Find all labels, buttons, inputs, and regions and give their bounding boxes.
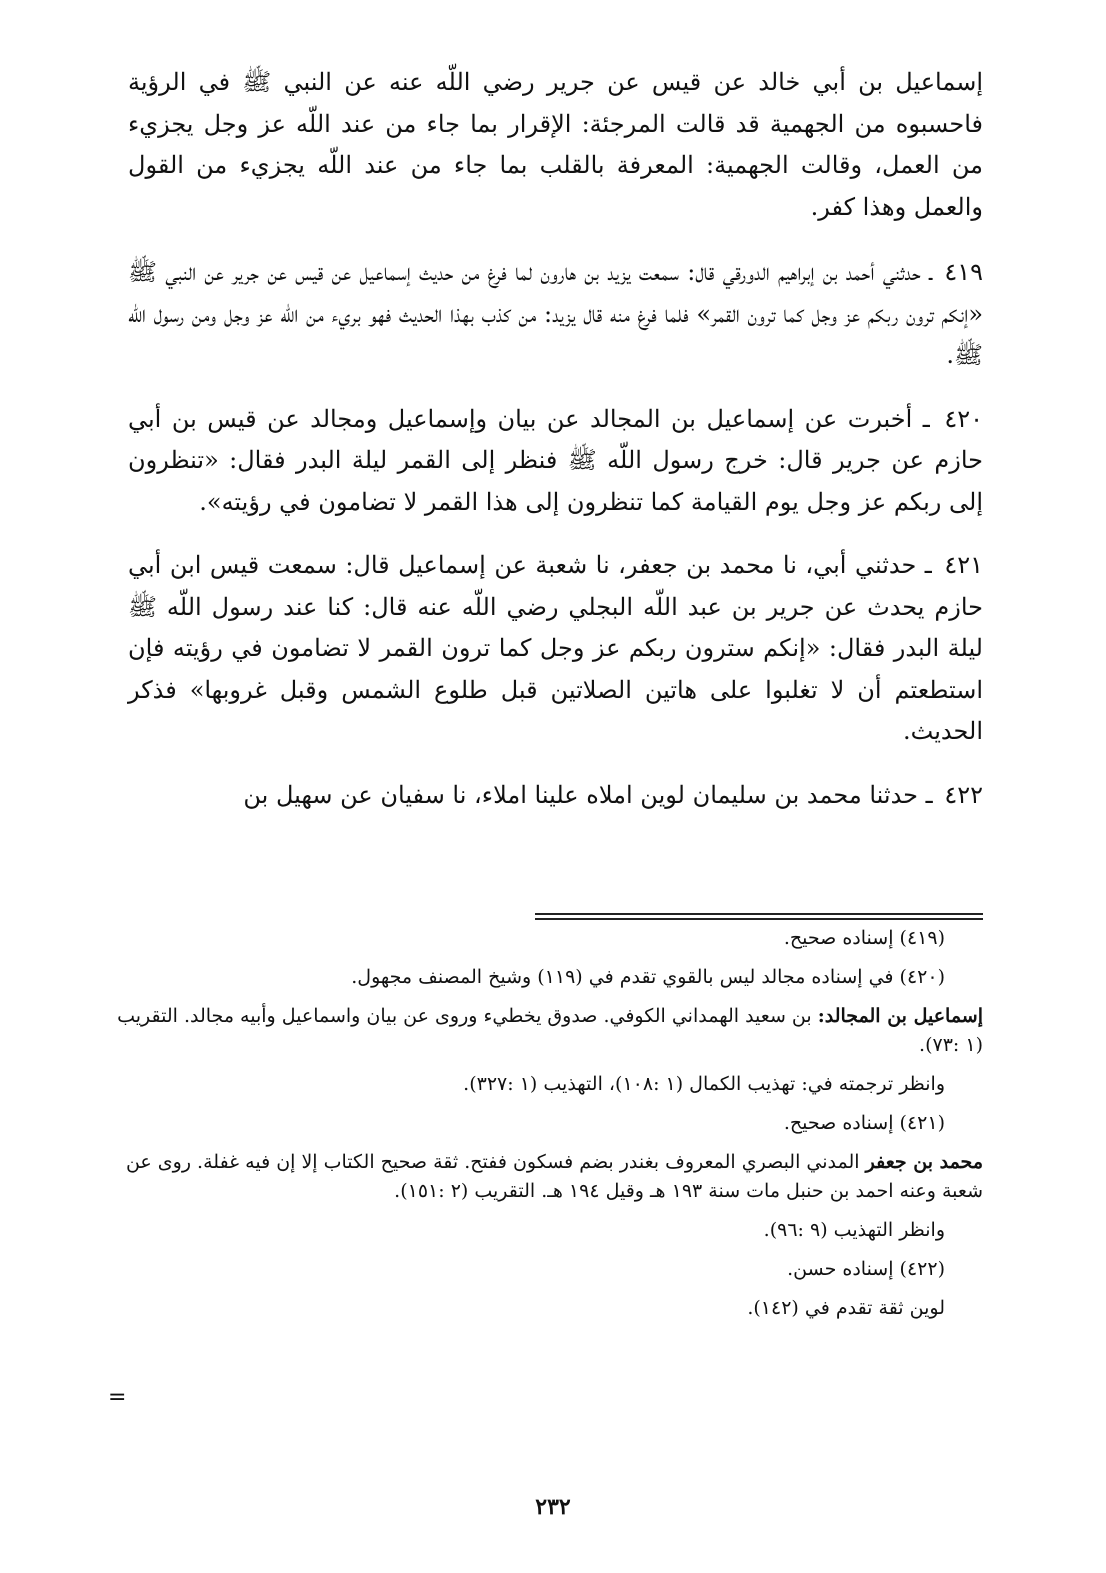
hadith-number: ٤٢١ [944,551,983,579]
footnote-421: (٤٢١) إسناده صحيح. [783,1112,945,1134]
hadith-422 [128,775,983,817]
narrator-bio: المدني البصري المعروف بغندر بضم فسكون ففتح. ثقة صحيح الكتاب إلا إن فيه غفلة. روى عن شعبة وعنه احمد بن حنبل مات سنة ١٩٣ هـ وقيل ١٩٤ هـ. التقريب (٢ :١٥١). [125,1151,983,1202]
hadith-number: ٤٢٠ [944,404,983,433]
hadith-text: ـ أخبرت عن إسماعيل بن المجالد عن بيان وإسماعيل ومجالد عن قيس بن أبي حازم عن جرير قال: خرج رسول اللّه ﷺ فنظر إلى القمر ليلة البدر فقال: «تنظرون إلى ربكم عز وجل يوم القيامة كما تنظرون إلى هذا القمر لا تضامون في رؤيته». [128,404,983,516]
footnotes-section [110,924,983,1333]
narrator-name: إسماعيل بن المجالد: [817,1005,983,1027]
footnote-divider [535,913,983,923]
continuation-mark: = [108,1385,127,1410]
main-text-body [128,62,983,838]
narrator-bio: بن سعيد الهمداني الكوفي. صدوق يخطيء وروى عن بيان واسماعيل وأبيه مجالد. التقريب (١ :٧٣). [117,1005,983,1056]
hadith-text: ـ حدثنا محمد بن سليمان لوين املاه علينا املاء، نا سفيان عن سهيل بن [243,780,933,809]
footnote-419: (٤١٩) إسناده صحيح. [783,927,945,949]
hadith-number: ٤١٩ [944,258,983,286]
hadith-420 [128,399,983,524]
footnote-420: (٤٢٠) في إسناده مجالد ليس بالقوي تقدم في (١١٩) وشيخ المصنف مجهول. [351,966,945,988]
hadith-419 [128,252,983,377]
narrator-name: محمد بن جعفر [865,1151,983,1173]
hadith-421 [128,545,983,753]
footnote-ismail-ref: وانظر ترجمته في: تهذيب الكمال (١ :١٠٨)، التهذيب (١ :٣٢٧). [463,1073,945,1095]
hadith-text: ـ حدثني أحمد بن إبراهيم الدورقي قال: سمعت يزيد بن هارون لما فرغ من حديث إسماعيل عن قيس عن جرير عن النبي ﷺ «إنكم ترون ربكم عز وجل كما ترون القمر» فلما فرغ منه قال يزيد: من كذب بهذا الحديث فهو بريء من اللّه عز وجل ومن رسول اللّه ﷺ. [128,258,983,369]
footnote-muhammad-bio [110,1148,983,1206]
hadith-number: ٤٢٢ [944,780,983,809]
footnote-422: (٤٢٢) إسناده حسن. [787,1258,945,1280]
footnote-muhammad-ref: وانظر التهذيب (٩ :٩٦). [763,1219,945,1241]
hadith-text: ـ حدثني أبي، نا محمد بن جعفر، نا شعبة عن إسماعيل قال: سمعت قيس ابن أبي حازم يحدث عن جرير بن عبد اللّه البجلي رضي اللّه عنه قال: كنا عند رسول اللّه ﷺ ليلة البدر فقال: «إنكم سترون ربكم عز وجل كما ترون القمر لا تضامون في رؤيته فإن استطعتم أن لا تغلبوا على هاتين الصلاتين قبل طلوع الشمس وقبل غروبها» فذكر الحديث. [128,551,983,745]
continuation-paragraph: إسماعيل بن أبي خالد عن قيس عن جرير رضي اللّه عنه عن النبي ﷺ في الرؤية فاحسبوه من الجهمية قد قالت المرجئة: الإقرار بما جاء من عند اللّه عز وجل يجزيء من العمل، وقالت الجهمية: المعرفة بالقلب بما جاء من عند اللّه يجزيء من القول والعمل وهذا كفر. [128,68,983,221]
footnote-luwain: لوين ثقة تقدم في (١٤٢). [747,1297,945,1319]
page-number: ٢٣٢ [535,1494,571,1520]
footnote-ismail-bio [110,1002,983,1060]
